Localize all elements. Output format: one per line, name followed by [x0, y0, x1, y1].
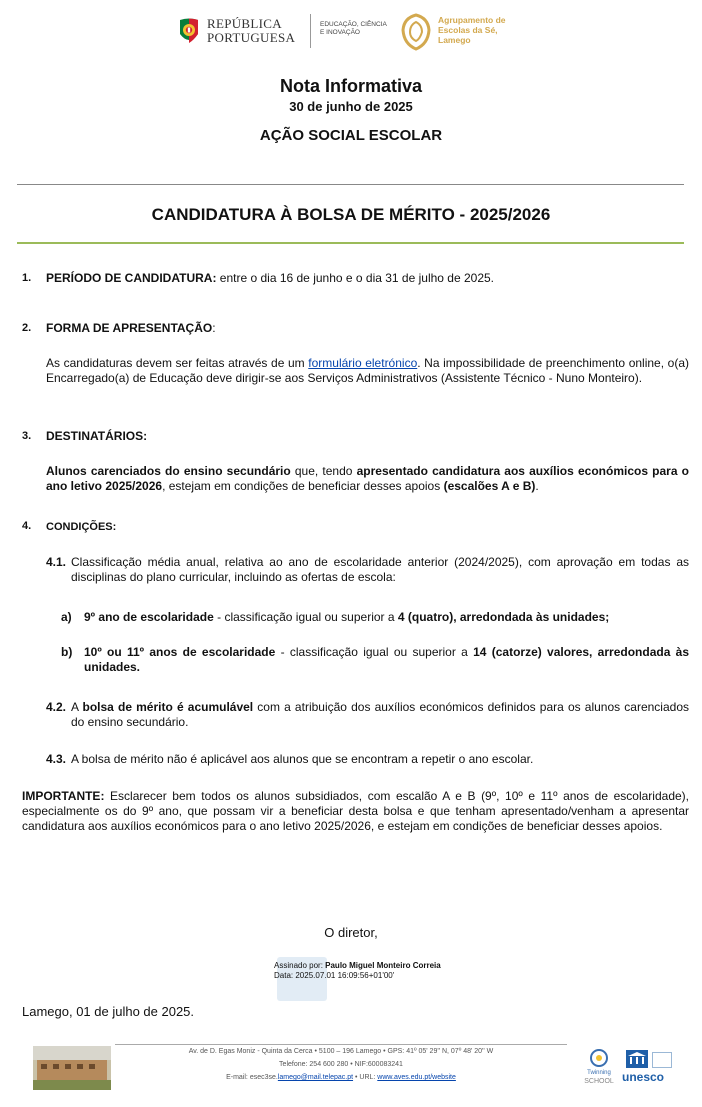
item-a-text: 9º ano de escolaridade - classificação igual ou superior a 4 (quatro), arredondada às unidades; — [84, 610, 610, 624]
subject-title: CANDIDATURA À BOLSA DE MÉRITO - 2025/2026 — [151, 205, 551, 224]
section-2-number: 2. — [22, 322, 32, 334]
unesco-logo: unesco — [622, 1048, 678, 1092]
digital-signature: Assinado por: Paulo Miguel Monteiro Correia Data: 2025.07.01 16:09:56+01'00' — [274, 961, 441, 980]
section-3-number: 3. — [22, 430, 32, 442]
section-4-number: 4. — [22, 520, 32, 532]
footer-contacts: E-mail: esec3se.lamego@mail.telepac.pt • URL: www.aves.edu.pt/website — [226, 1074, 456, 1081]
section-2-label: FORMA DE APRESENTAÇÃO — [46, 321, 213, 335]
section-1 — [46, 271, 686, 286]
condition-4-3-number: 4.3. — [46, 752, 67, 766]
section-2-paragraph: As candidaturas devem ser feitas através de um formulário eletrónico. Na impossibilidade de preenchimento online, o(a) Encarregado(a) de Educação deve dirigir-se aos Serviços Administrativos (Assistente Técnico - Nuno Monteiro). — [46, 356, 689, 385]
unesco-partner-icon — [652, 1052, 672, 1068]
section-3-heading — [46, 429, 686, 444]
condition-4-3-text: A bolsa de mérito não é aplicável aos alunos que se encontram a repetir o ano escolar. — [71, 752, 534, 766]
footer-divider — [115, 1044, 567, 1045]
item-b-text: 10º ou 11º anos de escolaridade - classificação igual ou superior a 14 (catorze) valores, arredondada às unidades. — [84, 645, 690, 674]
director-label: O diretor, — [324, 925, 378, 940]
section-4-label: CONDIÇÕES: — [46, 521, 117, 533]
place-and-date: Lamego, 01 de julho de 2025. — [22, 1004, 195, 1019]
document-title: Nota Informativa — [279, 76, 423, 96]
footer-address: Av. de D. Egas Moniz - Quinta da Cerca • 5100 – 196 Lamego • GPS: 41º 05' 29'' N, 07º 48' 20'' W — [188, 1048, 494, 1055]
important-note: IMPORTANTE: Esclarecer bem todos os alunos subsidiados, com escalão A e B (9º, 10º e 11º anos de escolaridade), especialmente os do 9º ano, que possam vir a beneficiar desta bolsa e que tenham apresentado/venham a apresentar candidatura aos auxílios económicos para o ano letivo 2025/2026, e estejam em condições de beneficiar desses apoios. — [22, 789, 689, 833]
header-separator — [310, 14, 311, 48]
portuguese-flag-emblem-icon — [174, 16, 204, 46]
condition-4-1-number: 4.1. — [46, 555, 67, 569]
school-name: Agrupamento de Escolas da Sé, Lamego — [438, 15, 506, 45]
condition-4-1-text: Classificação média anual, relativa ao ano de escolaridade anterior (2024/2025), com aprovação em todas as disciplinas do plano curricular, incluindo as ofertas de escola: — [71, 555, 689, 584]
section-4-heading — [46, 519, 686, 535]
form-link[interactable]: formulário eletrónico — [308, 356, 418, 370]
unesco-temple-icon — [626, 1050, 648, 1068]
ministry-name: EDUCAÇÃO, CIÊNCIA E INOVAÇÃO — [320, 21, 387, 36]
website-link[interactable]: www.aves.edu.pt/website — [377, 1074, 456, 1081]
condition-4-2-number: 4.2. — [46, 700, 67, 714]
divider-top — [17, 184, 684, 185]
republica-wordmark: REPÚBLICA PORTUGUESA — [207, 16, 296, 45]
email-link[interactable]: lamego@mail.telepac.pt — [277, 1074, 354, 1081]
condition-4-2-text: A bolsa de mérito é acumulável com a atribuição dos auxílios económicos definidos para os alunos carenciados do ensino secundário. — [71, 700, 689, 729]
twinning-school-logo: Twinning SCHOOL — [578, 1048, 620, 1092]
section-1-number: 1. — [22, 272, 32, 284]
item-b-number: b) — [61, 645, 73, 659]
section-1-label: PERÍODO DE CANDIDATURA: — [46, 271, 217, 285]
section-3-paragraph: Alunos carenciados do ensino secundário que, tendo apresentado candidatura aos auxílios económicos para o ano letivo 2025/2026, estejam em condições de beneficiar desses apoios (escalões A e B). — [46, 464, 690, 493]
document-date: 30 de junho de 2025 — [289, 99, 413, 114]
republica-portuguesa-logo — [174, 12, 314, 52]
twinning-globe-icon — [589, 1048, 609, 1068]
item-a-number: a) — [61, 610, 72, 624]
section-3-label: DESTINATÁRIOS: — [46, 429, 148, 443]
divider-green — [17, 242, 684, 244]
section-2-heading: FORMA DE APRESENTAÇÃO: — [46, 321, 216, 335]
section-title: AÇÃO SOCIAL ESCOLAR — [259, 127, 443, 144]
school-logo-icon — [398, 12, 434, 52]
footer-phone: Telefone: 254 600 280 • NIF:600083241 — [279, 1061, 403, 1068]
school-building-photo-icon — [33, 1046, 111, 1090]
section-1-text: entre o dia 16 de junho e o dia 31 de julho de 2025. — [216, 271, 495, 285]
